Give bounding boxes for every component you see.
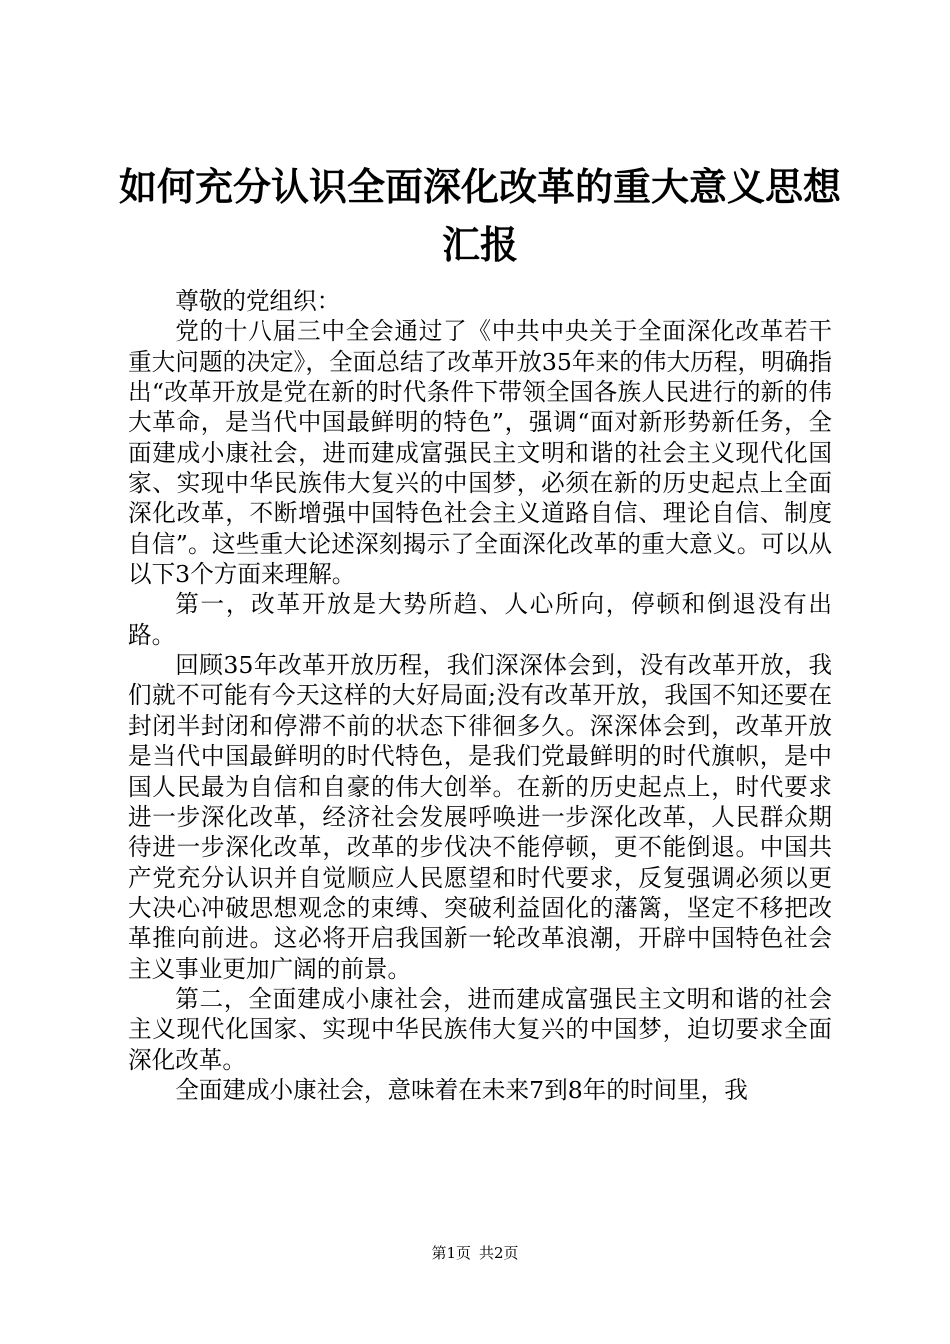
body-paragraph: 第二，全面建成小康社会，进而建成富强民主文明和谐的社会主义现代化国家、实现中华民族伟大复兴的中国梦，迫切要求全面深化改革。	[128, 984, 832, 1074]
document-body	[128, 286, 832, 1105]
body-paragraph: 第一，改革开放是大势所趋、人心所向，停顿和倒退没有出路。	[128, 590, 832, 649]
page-total: 共2页	[479, 1244, 519, 1262]
salutation-paragraph: 尊敬的党组织：	[175, 287, 341, 315]
body-paragraph: 全面建成小康社会，意味着在未来7到8年的时间里，我	[175, 1075, 748, 1104]
page-number: 第1页	[431, 1244, 471, 1262]
body-paragraph: 回顾35年改革开放历程，我们深深体会到，没有改革开放，我们就不可能有今天这样的大好局面;没有改革开放，我国不知还要在封闭半封闭和停滞不前的状态下徘徊多久。深深体会到，改革开放是当代中国最鲜明的时代特色，是我们党最鲜明的时代旗帜，是中国人民最为自信和自豪的伟大创举。在新的历史起点上，时代要求进一步深化改革，经济社会发展呼唤进一步深化改革，人民群众期待进一步深化改革，改革的步伐决不能停顿，更不能倒退。中国共产党充分认识并自觉顺应人民愿望和时代要求，反复强调必须以更大决心冲破思想观念的束缚、突破利益固化的藩篱，坚定不移把改革推向前进。这必将开启我国新一轮改革浪潮，开辟中国特色社会主义事业更加广阔的前景。	[128, 651, 832, 983]
body-paragraph: 党的十八届三中全会通过了《中共中央关于全面深化改革若干重大问题的决定》，全面总结了改革开放35年来的伟大历程，明确指出“改革开放是党在新的时代条件下带领全国各族人民进行的新的伟大革命，是当代中国最鲜明的特色”，强调“面对新形势新任务，全面建成小康社会，进而建成富强民主文明和谐的社会主义现代化国家、实现中华民族伟大复兴的中国梦，必须在新的历史起点上全面深化改革，不断增强中国特色社会主义道路自信、理论自信、制度自信”。这些重大论述深刻揭示了全面深化改革的重大意义。可以从以下3个方面来理解。	[128, 317, 832, 589]
page-footer	[0, 1243, 950, 1263]
document-title: 如何充分认识全面深化改革的重大意义思想汇报	[118, 165, 841, 267]
